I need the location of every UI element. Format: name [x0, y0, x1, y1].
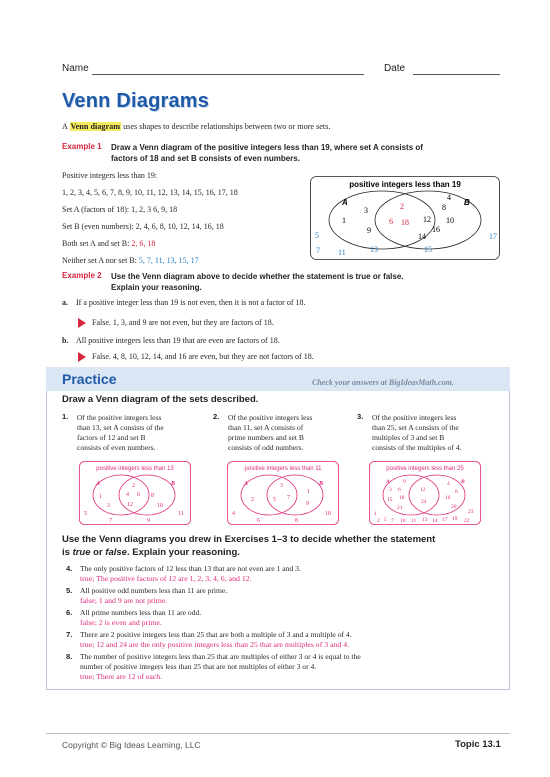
part-b-text: All positive integers less than 19 that are even are factors of 18.	[76, 336, 280, 345]
svg-text:B: B	[319, 481, 324, 487]
name-field-line[interactable]	[92, 74, 364, 75]
b-only-value: 16	[432, 225, 440, 234]
venn-diagram-example1	[310, 176, 500, 260]
b-only-value: 8	[442, 203, 446, 212]
svg-text:positive integers less than 11: positive integers less than 11	[244, 466, 322, 472]
svg-text:4: 4	[232, 511, 235, 517]
ex1-line-2: 1, 2, 3, 4, 5, 6, 7, 8, 9, 10, 11, 12, 13, 14, 15, 16, 17, 18	[62, 188, 238, 197]
outside-value: 5	[315, 231, 319, 240]
footer-copyright: Copyright © Big Ideas Learning, LLC	[62, 740, 201, 750]
statement-8-text-2: number of positive integers less than 25 that are not multiples of either 3 or 4.	[80, 662, 317, 671]
svg-text:9: 9	[147, 518, 150, 524]
svg-text:4: 4	[126, 492, 129, 498]
svg-text:3: 3	[280, 483, 283, 489]
svg-text:9: 9	[403, 479, 406, 485]
part-a-answer-row	[78, 317, 274, 328]
a-only-value: 9	[367, 226, 371, 235]
svg-text:1: 1	[99, 494, 102, 500]
svg-text:23: 23	[468, 509, 474, 515]
ex1-both	[62, 238, 155, 249]
b-only-value: 4	[447, 193, 451, 202]
statement-5-text: All positive odd numbers less than 11 are prime.	[80, 586, 228, 595]
practice-title: Practice	[62, 371, 117, 387]
ex1-line-1: Positive integers less than 19:	[62, 171, 158, 180]
ex1-neither	[62, 255, 199, 266]
set-a-label: A	[342, 198, 348, 207]
statement-6-number: 6.	[66, 608, 73, 617]
exercise-3-number: 3.	[357, 412, 364, 421]
venn-diagram-exercise-2	[227, 461, 339, 525]
svg-text:11: 11	[411, 518, 417, 524]
outside-value: 17	[489, 232, 497, 241]
statement-4-number: 4.	[66, 564, 73, 573]
svg-text:8: 8	[455, 489, 458, 495]
svg-text:16: 16	[445, 495, 451, 501]
venn-diagram-exercise-3	[369, 461, 481, 525]
ex1-line-3: Set A (factors of 18): 1, 2, 3 6, 9, 18	[62, 205, 178, 214]
date-label: Date	[384, 63, 406, 74]
exercise-2-text	[228, 413, 312, 453]
statement-4-answer: true; The positive factors of 12 are 1, 2, 3, 4, 6, and 12.	[80, 574, 252, 583]
outside-value: 11	[338, 248, 346, 257]
date-field-line[interactable]	[413, 74, 500, 75]
both-value: 2	[400, 202, 404, 211]
svg-text:10: 10	[400, 518, 406, 524]
intro-post: uses shapes to describe relationships between two or more sets.	[121, 122, 331, 131]
svg-text:positive integers less than 25: positive integers less than 25	[386, 466, 464, 472]
svg-text:B: B	[171, 481, 176, 487]
exercise-3-text	[372, 413, 461, 453]
svg-text:11: 11	[178, 511, 184, 517]
statement-4-text: The only positive factors of 12 less than 13 that are not even are 1 and 3.	[80, 564, 301, 573]
example2-text-1: Use the Venn diagram above to decide whether the statement is true or false.	[111, 272, 404, 281]
set-b-label: B	[464, 198, 470, 207]
svg-text:8: 8	[151, 493, 154, 499]
exercise-3-line: than 25, set A consists of the	[372, 423, 459, 432]
venn-title: positive integers less than 19	[349, 180, 461, 189]
svg-text:A: A	[386, 479, 390, 485]
a-only-value: 3	[364, 206, 368, 215]
practice-instruction-1: Draw a Venn diagram of the sets described.	[62, 394, 259, 405]
both-label: Both set A and set B:	[62, 239, 132, 248]
example1-text-1: Draw a Venn diagram of the positive integers less than 19, where set A consists of	[111, 143, 423, 152]
exercise-2-line: prime numbers and set B	[228, 433, 304, 442]
part-a-text: If a positive integer less than 19 is not even, then it is not a factor of 18.	[76, 298, 306, 307]
svg-text:3: 3	[389, 487, 392, 493]
exercise-2-line: Of the positive integers less	[228, 413, 313, 422]
b-only-value: 14	[418, 232, 426, 241]
check-answers-link[interactable]: Check your answers at BigIdeasMath.com.	[312, 378, 454, 387]
statement-7-answer: true; 12 and 24 are the only positive integers less than 25 that are multiples of 3 and 4.	[80, 640, 350, 649]
part-b-answer-row	[78, 351, 314, 362]
both-value: 6	[389, 217, 393, 226]
exercise-2-number: 2.	[213, 412, 220, 421]
svg-text:7: 7	[109, 518, 112, 524]
statement-8-number: 8.	[66, 652, 73, 661]
svg-text:2: 2	[132, 483, 135, 489]
outside-value: 13	[370, 245, 378, 254]
practice-instruction-2-line-1: Use the Venn diagrams you drew in Exercises 1–3 to decide whether the statement	[62, 534, 436, 545]
svg-text:4: 4	[447, 481, 450, 487]
exercise-3-line: consists of the multiples of 4.	[372, 443, 462, 452]
part-b-answer: False. 4, 8, 10, 12, 14, and 16 are even, but they are not factors of 18.	[92, 352, 314, 361]
statement-6-answer: false; 2 is even and prime.	[80, 618, 162, 627]
statement-8-answer: true; There are 12 of each.	[80, 672, 163, 681]
statement-5-answer: false; 1 and 9 are not prime.	[80, 596, 168, 605]
outside-value: 15	[424, 245, 432, 254]
outside-value: 7	[316, 246, 320, 255]
svg-text:10: 10	[157, 503, 163, 509]
exercise-1-line: than 13, set A consists of the	[77, 423, 164, 432]
svg-text:14: 14	[432, 518, 438, 524]
svg-text:6: 6	[257, 518, 260, 524]
svg-text:1: 1	[307, 489, 310, 495]
svg-text:13: 13	[422, 517, 428, 523]
arrow-icon	[78, 318, 86, 328]
svg-text:5: 5	[273, 497, 276, 503]
neither-values: 5, 7, 11, 13, 15, 17	[138, 256, 199, 265]
svg-text:9: 9	[306, 501, 309, 507]
intro-term: Venn diagram	[70, 122, 121, 131]
exercise-3-line: Of the positive integers less	[372, 413, 457, 422]
intro-text	[62, 122, 330, 131]
svg-text:19: 19	[452, 516, 458, 522]
ex1-line-4: Set B (even numbers): 2, 4, 6, 8, 10, 12, 14, 16, 18	[62, 222, 224, 231]
footer-topic: Topic 13.1	[455, 739, 501, 750]
svg-text:24: 24	[421, 499, 427, 505]
svg-text:7: 7	[391, 518, 394, 524]
b-only-value: 10	[446, 216, 454, 225]
exercise-1-text	[77, 413, 164, 453]
arrow-icon	[78, 352, 86, 362]
svg-text:15: 15	[387, 497, 393, 503]
exercise-3-line: multiples of 3 and set B	[372, 433, 445, 442]
practice-instruction-2-line-2: is true or false. Explain your reasoning.	[62, 547, 240, 558]
exercise-1-number: 1.	[62, 412, 69, 421]
exercise-1-line: factors of 12 and set B	[77, 433, 146, 442]
svg-text:A: A	[96, 481, 101, 487]
footer-divider	[46, 733, 510, 734]
svg-text:17: 17	[442, 517, 448, 523]
svg-text:3: 3	[107, 503, 110, 509]
example1-text-2: factors of 18 and set B consists of even numbers.	[111, 154, 300, 163]
example2-label: Example 2	[62, 271, 102, 280]
svg-text:12: 12	[420, 487, 426, 493]
page-title: Venn Diagrams	[62, 90, 210, 112]
statement-6-text: All prime numbers less than 11 are odd.	[80, 608, 202, 617]
exercise-1-line: Of the positive integers less	[77, 413, 162, 422]
svg-text:A: A	[244, 481, 249, 487]
statement-8-text: The number of positive integers less than 25 that are multiples of either 3 or 4 is equal to the	[80, 652, 361, 661]
exercise-2-line: than 11, set A consists of	[228, 423, 304, 432]
svg-text:22: 22	[464, 518, 470, 524]
svg-text:10: 10	[325, 511, 331, 517]
svg-text:6: 6	[137, 492, 140, 498]
neither-label: Neither set A nor set B:	[62, 256, 139, 265]
svg-text:5: 5	[384, 517, 387, 523]
venn-diagram-exercise-1	[79, 461, 191, 525]
svg-text:7: 7	[287, 495, 290, 501]
b-only-value: 12	[423, 215, 431, 224]
name-label: Name	[62, 63, 89, 74]
svg-text:1: 1	[374, 511, 377, 517]
exercise-2-line: consists of odd numbers.	[228, 443, 304, 452]
example1-label: Example 1	[62, 142, 102, 151]
both-values: 2, 6, 18	[131, 239, 156, 248]
svg-text:2: 2	[251, 497, 254, 503]
part-a-label: a.	[62, 298, 68, 307]
a-only-value: 1	[342, 216, 346, 225]
svg-text:21: 21	[397, 505, 403, 511]
svg-text:2: 2	[377, 518, 380, 524]
svg-text:B: B	[461, 479, 465, 485]
both-value: 18	[401, 218, 409, 227]
intro-pre: A	[62, 122, 70, 131]
exercise-1-line: consists of even numbers.	[77, 443, 156, 452]
part-a-answer: False. 1, 3, and 9 are not even, but they are factors of 18.	[92, 318, 274, 327]
svg-text:6: 6	[398, 487, 401, 493]
venn-title: positive integers less than 13	[96, 466, 174, 472]
statement-5-number: 5.	[66, 586, 73, 595]
example2-text-2: Explain your reasoning.	[111, 283, 202, 292]
svg-text:20: 20	[451, 504, 457, 510]
svg-text:8: 8	[295, 518, 298, 524]
svg-text:12: 12	[127, 502, 133, 508]
part-b-label: b.	[62, 336, 69, 345]
statement-7-number: 7.	[66, 630, 73, 639]
svg-text:5: 5	[84, 511, 87, 517]
statement-7-text: There are 2 positive integers less than 25 that are both a multiple of 3 and a multiple of 4.	[80, 630, 352, 639]
svg-text:18: 18	[399, 495, 405, 501]
